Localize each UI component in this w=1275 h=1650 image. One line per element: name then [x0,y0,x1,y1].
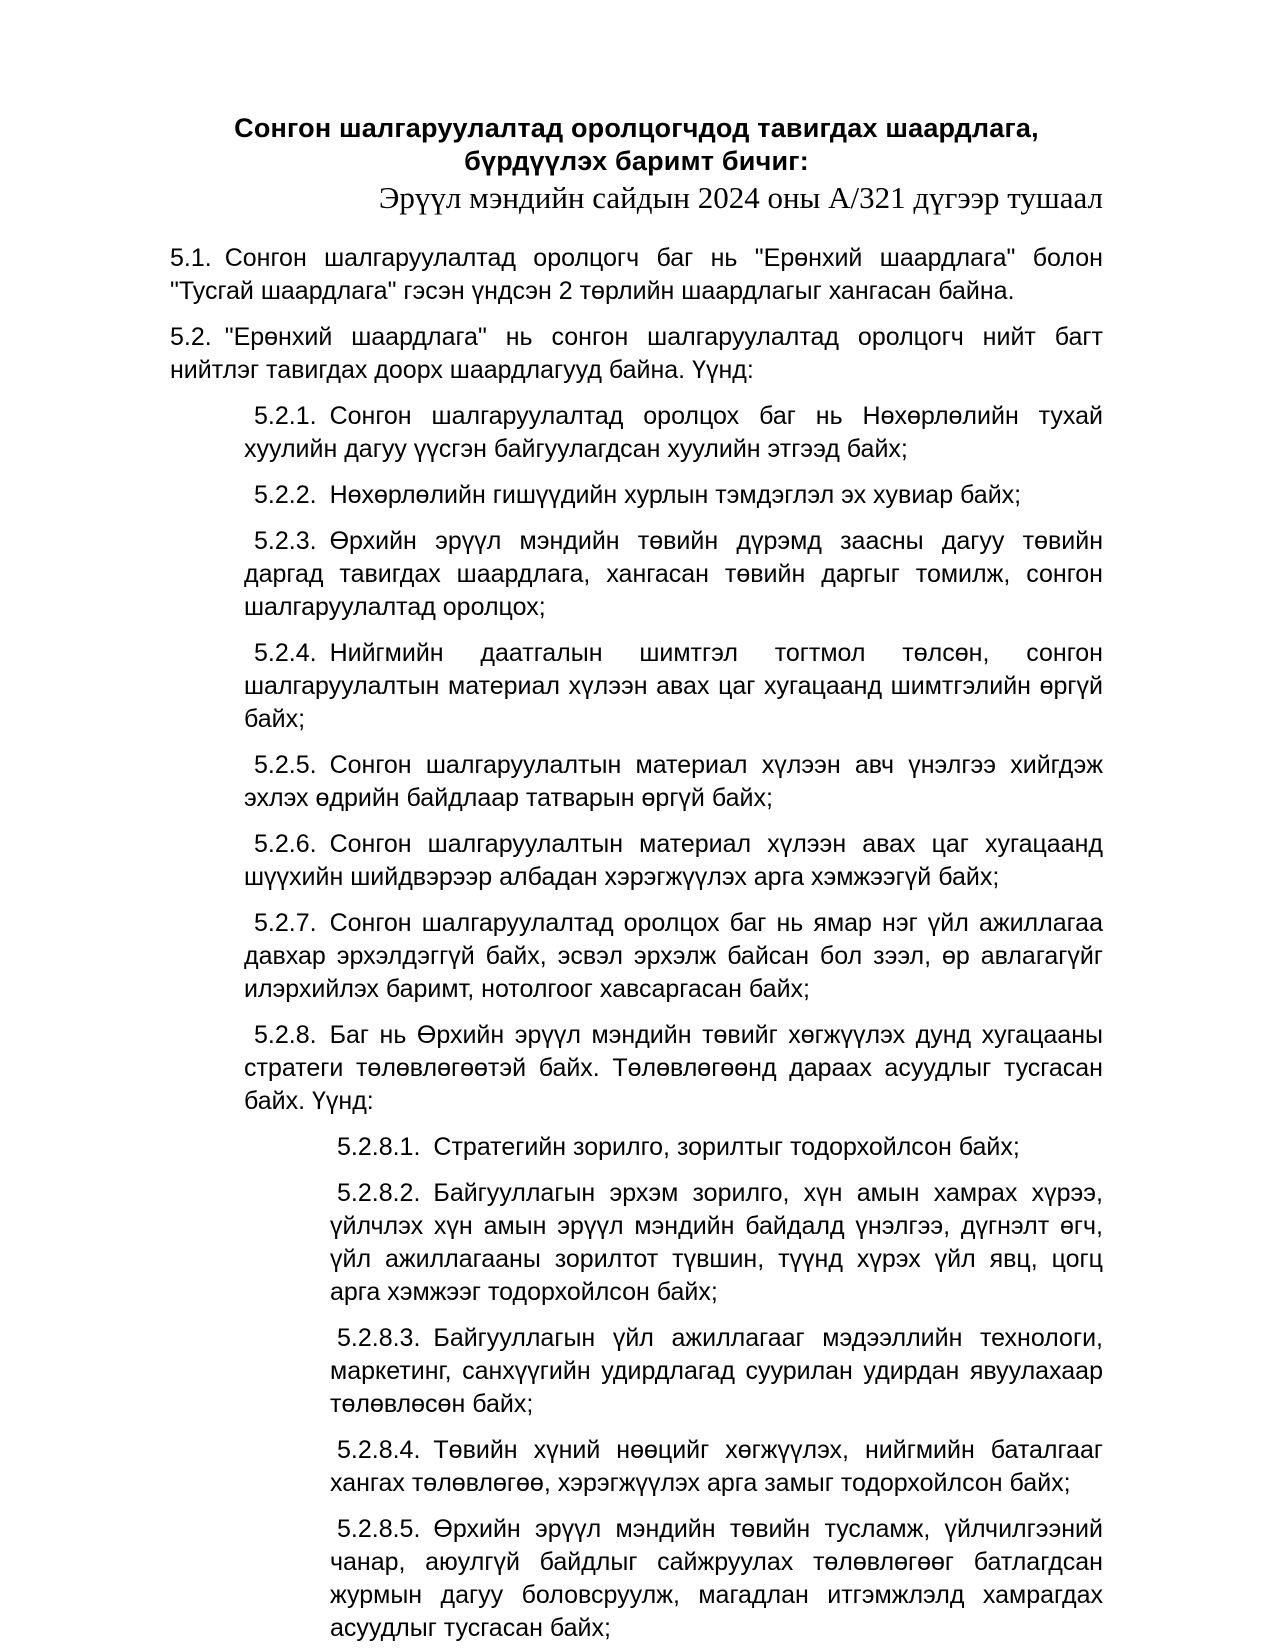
clause-number: 5.2.6. [254,830,317,858]
clause-text: Сонгон шалгаруулалтын материал хүлээн авч үнэлгээ хийгдэж эхлэх өдрийн байдлаар татварын өргүй байх; [244,751,1103,812]
clause-number: 5.2.2. [254,481,317,509]
clause-5-2-5 [244,749,1103,815]
clause-number: 5.2.4. [254,639,317,667]
clause-5-2-8-3 [330,1322,1103,1421]
clause-text: Сонгон шалгаруулалтад оролцогч баг нь "Ерөнхий шаардлага" болон "Тусгай шаардлага" гэсэн үндсэн 2 төрлийн шаардлагыг хангасан байна. [170,244,1103,305]
clause-5-2-7 [244,907,1103,1006]
document-title-line-2: бүрдүүлэх баримт бичиг: [464,146,809,176]
clause-text: Сонгон шалгаруулалтад оролцох баг нь ямар нэг үйл ажиллагаа давхар эрхэлдэггүй байх, эсвэл эрхэлж байсан бол зээл, өр авлагагүйг илэрхийлэх баримт, нотолгоог хавсаргасан байх; [244,909,1103,1003]
clause-text: Стратегийн зорилго, зорилтыг тодорхойлсон байх; [433,1133,1020,1161]
clause-text: Сонгон шалгаруулалтад оролцох баг нь Нөхөрлөлийн тухай хуулийн дагуу үүсгэн байгуулагдсан хуулийн этгээд байх; [244,402,1103,463]
clause-text: Байгууллагын эрхэм зорилго, хүн амын хамрах хүрээ, үйлчлэх хүн амын эрүүл мэндийн байдалд үнэлгээ, дүгнэлт өгч, үйл ажиллагааны зорилтот түвшин, түүнд хүрэх үйл явц, цогц арга хэмжээг тодорхойлсон байх; [330,1179,1103,1306]
clause-text: Өрхийн эрүүл мэндийн төвийн тусламж, үйлчилгээний чанар, аюулгүй байдлыг сайжруулах төлөвлөгөөг батлагдсан журмын дагуу боловсруулж, магадлан итгэмжлэлд хамрагдах асуудлыг тусгасан байх; [330,1515,1103,1642]
document-body [170,242,1103,1645]
clause-number: 5.2.5. [254,751,317,779]
clause-number: 5.2.7. [254,909,317,937]
clause-text: Байгууллагын үйл ажиллагааг мэдээллийн технологи, маркетинг, санхүүгийн удирдлагад суурилан удирдан явуулахаар төлөвлөсөн байх; [330,1324,1103,1418]
decree-reference-line: Эрүүл мэндийн сайдын 2024 оны А/321 дүгээр тушаал [378,180,1103,215]
document-title-line-1: Сонгон шалгаруулалтад оролцогчдод тавигдах шаардлага, [234,113,1039,143]
clause-number: 5.1. [170,244,212,272]
clause-5-2-4 [244,637,1103,736]
clause-text: "Ерөнхий шаардлага" нь сонгон шалгаруулалтад оролцогч нийт багт нийтлэг тавигдах доорх шаардлагууд байна. Үүнд: [170,323,1103,384]
clause-5-2-3 [244,525,1103,624]
clause-text: Төвийн хүний нөөцийг хөгжүүлэх, нийгмийн баталгааг хангах төлөвлөгөө, хэрэгжүүлэх арга замыг тодорхойлсон байх; [330,1436,1103,1497]
clause-number: 5.2.8.3. [337,1324,421,1352]
clause-5-1 [170,242,1103,308]
clause-number: 5.2.8.4. [337,1436,421,1464]
clause-number: 5.2.8.1. [337,1133,421,1161]
clause-text: Нөхөрлөлийн гишүүдийн хурлын тэмдэглэл эх хувиар байх; [329,481,1022,509]
clause-text: Өрхийн эрүүл мэндийн төвийн дүрэмд заасны дагуу төвийн даргад тавигдах шаардлага, хангасан төвийн даргыг томилж, сонгон шалгаруулалтад оролцох; [244,527,1103,621]
clause-5-2-6 [244,828,1103,894]
clause-number: 5.2.1. [254,402,317,430]
clause-text: Баг нь Өрхийн эрүүл мэндийн төвийг хөгжүүлэх дунд хугацааны стратеги төлөвлөгөөтэй байх. Төлөвлөгөөнд дараах асуудлыг тусгасан байх. Үүнд: [244,1021,1103,1115]
clause-5-2-1 [244,400,1103,466]
clause-number: 5.2.3. [254,527,317,555]
clause-number: 5.2.8. [254,1021,317,1049]
clause-5-2-8-2 [330,1177,1103,1309]
clause-5-2-8-4 [330,1434,1103,1500]
clause-5-2-8 [244,1019,1103,1118]
clause-5-2 [170,321,1103,387]
clause-number: 5.2.8.2. [337,1179,421,1207]
clause-5-2-2 [244,479,1103,512]
clause-text: Нийгмийн даатгалын шимтгэл тогтмол төлсөн, сонгон шалгаруулалтын материал хүлээн авах цаг хугацаанд шимтгэлийн өргүй байх; [244,639,1103,733]
clause-text: Сонгон шалгаруулалтын материал хүлээн авах цаг хугацаанд шүүхийн шийдвэрээр албадан хэрэгжүүлэх арга хэмжээгүй байх; [244,830,1103,891]
clause-5-2-8-1 [330,1131,1103,1164]
document-title [170,112,1103,178]
clause-number: 5.2. [170,323,212,351]
clause-5-2-8-5 [330,1513,1103,1645]
clause-number: 5.2.8.5. [337,1515,421,1543]
